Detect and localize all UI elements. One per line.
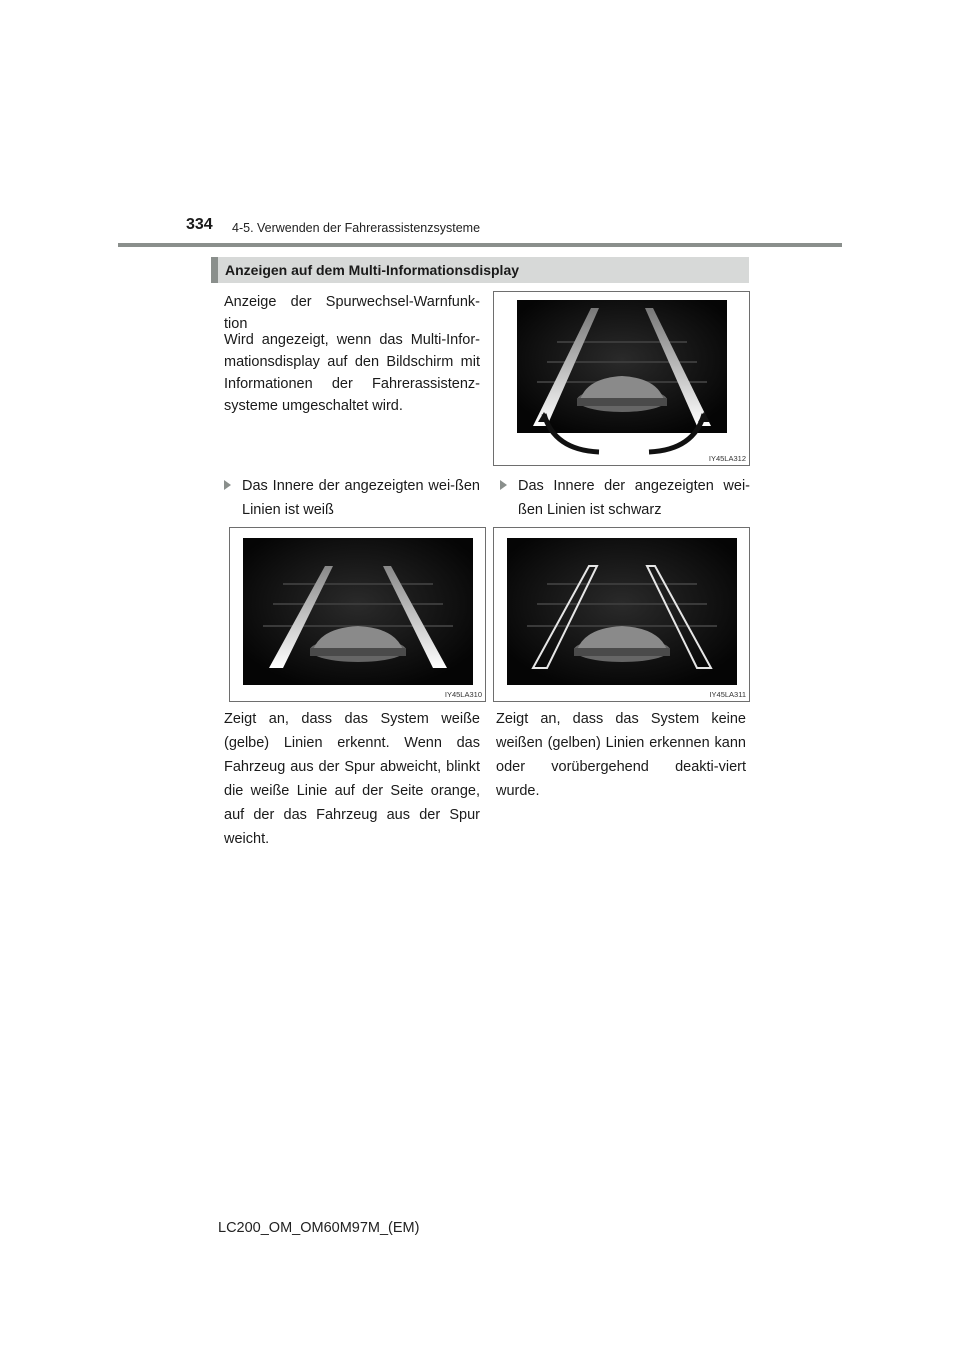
intro-title: Anzeige der Spurwechsel-Warnfunk-tion <box>224 294 480 332</box>
lane-display-illustration <box>507 538 737 685</box>
triangle-bullet-icon <box>224 480 231 490</box>
list-item-label: Das Innere der angezeigten wei-ßen Linien ist schwarz <box>518 478 750 518</box>
footer-code: LC200_OM_OM60M97M_(EM) <box>218 1220 420 1236</box>
running-head: 4-5. Verwenden der Fahrerassistenzsysteme <box>232 221 481 235</box>
lane-display-illustration <box>243 538 473 685</box>
figure-code: IY45LA312 <box>708 454 746 463</box>
header-rule <box>118 243 842 247</box>
flash-arrows-illustration <box>534 412 714 457</box>
figure-code: IY45LA310 <box>444 690 482 699</box>
description-lines-not-detected: Zeigt an, dass das System keine weißen (gelben) Linien erkennen kann oder vorübergehend deakti-viert wurde. <box>496 711 746 799</box>
list-item-label: Das Innere der angezeigten wei-ßen Linien ist weiß <box>242 478 480 518</box>
list-item <box>500 474 750 522</box>
page-number: 334 <box>186 216 213 233</box>
list-item <box>224 474 480 522</box>
triangle-bullet-icon <box>500 480 507 490</box>
figure-lane-departure-warning <box>493 291 750 466</box>
section-heading-text: Anzeigen auf dem Multi-Informationsdisplay <box>225 262 520 278</box>
display-screen <box>507 538 737 685</box>
figure-code: IY45LA311 <box>709 690 746 699</box>
description-lines-detected: Zeigt an, dass das System weiße (gelbe) Linien erkennt. Wenn das Fahrzeug aus der Spur abweicht, blinkt die weiße Linie auf der Seite orange, auf der das Fahrzeug aus der Spur weicht. <box>224 711 480 847</box>
intro-body: Wird angezeigt, wenn das Multi-Infor-mationsdisplay auf den Bildschirm mit Informationen der Fahrerassistenz-systeme umgeschaltet wird. <box>224 332 480 414</box>
section-heading <box>211 257 749 283</box>
figure-lines-not-detected <box>493 527 750 702</box>
figure-lines-detected <box>229 527 486 702</box>
heading-bar <box>211 257 218 283</box>
display-screen <box>243 538 473 685</box>
